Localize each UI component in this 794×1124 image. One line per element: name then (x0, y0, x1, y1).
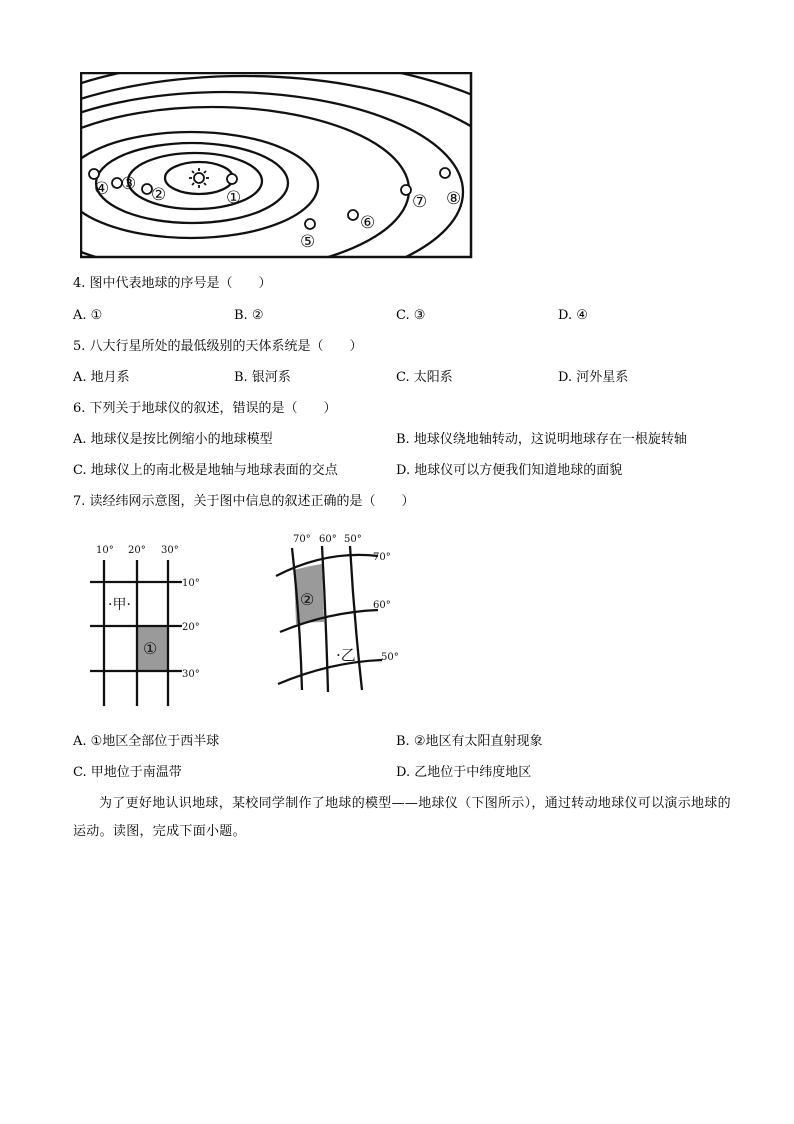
q6-option-a: A. 地球仪是按比例缩小的地球模型 (73, 432, 273, 447)
left-right-label-3: 30° (182, 669, 200, 680)
q6-option-c: C. 地球仪上的南北极是地轴与地球表面的交点 (73, 463, 338, 478)
planet-label-1: ① (226, 188, 242, 208)
graticule-left-figure (85, 538, 215, 717)
right-top-label-2: 60° (319, 534, 337, 545)
planet-label-5: ⑤ (300, 232, 316, 252)
q6-option-d: D. 地球仪可以方便我们知道地球的面貌 (396, 463, 623, 478)
planet-label-8: ⑧ (446, 189, 462, 209)
solar-system-figure (80, 72, 474, 266)
q5-option-b: B. 银河系 (234, 370, 291, 385)
right-top-label-1: 70° (293, 534, 311, 545)
point-jia-label: ·甲· (108, 597, 131, 613)
question-4-stem: 4. 图中代表地球的序号是（ ） (73, 276, 272, 291)
q4-option-a: A. ① (73, 308, 103, 323)
left-top-label-3: 30° (161, 545, 179, 556)
question-5-stem: 5. 八大行星所处的最低级别的天体系统是（ ） (73, 339, 363, 354)
planet-label-6: ⑥ (360, 213, 376, 233)
right-right-label-3: 50° (381, 652, 399, 663)
planet-label-7: ⑦ (412, 192, 428, 212)
passage-text: 为了更好地认识地球，某校同学制作了地球的模型——地球仪（下图所示），通过转动地球仪可以演示地球的运动。读图，完成下面小题。 (73, 796, 731, 839)
q6-option-b: B. 地球仪绕地轴转动，这说明地球存在一根旋转轴 (396, 432, 687, 447)
right-right-label-2: 60° (373, 600, 391, 611)
right-top-label-3: 50° (344, 534, 362, 545)
q5-option-a: A. 地月系 (73, 370, 130, 385)
q5-option-d: D. 河外星系 (558, 370, 629, 385)
planet-label-4: ④ (94, 179, 110, 199)
right-right-label-1: 70° (373, 552, 391, 563)
q5-option-c: C. 太阳系 (396, 370, 453, 385)
region-2-label: ② (300, 590, 315, 609)
left-right-label-1: 10° (182, 578, 200, 589)
q4-option-c: C. ③ (396, 308, 426, 323)
q7-option-d: D. 乙地位于中纬度地区 (396, 765, 532, 780)
graticule-right-figure (270, 528, 410, 702)
q4-option-d: D. ④ (558, 308, 588, 323)
point-yi-label: ·乙 (336, 646, 356, 664)
left-top-label-2: 20° (128, 545, 146, 556)
left-top-label-1: 10° (96, 545, 114, 556)
region-1-label: ① (143, 639, 158, 658)
question-7-stem: 7. 读经纬网示意图，关于图中信息的叙述正确的是（ ） (73, 494, 415, 509)
q7-option-a: A. ①地区全部位于西半球 (73, 734, 220, 749)
left-right-label-2: 20° (182, 622, 200, 633)
q7-option-c: C. 甲地位于南温带 (73, 765, 182, 780)
q7-option-b: B. ②地区有太阳直射现象 (396, 734, 543, 749)
planet-label-2: ② (151, 185, 167, 205)
question-6-stem: 6. 下列关于地球仪的叙述，错误的是（ ） (73, 401, 337, 416)
planet-label-3: ③ (121, 174, 137, 194)
q4-option-b: B. ② (234, 308, 264, 323)
sun-icon (189, 168, 209, 188)
